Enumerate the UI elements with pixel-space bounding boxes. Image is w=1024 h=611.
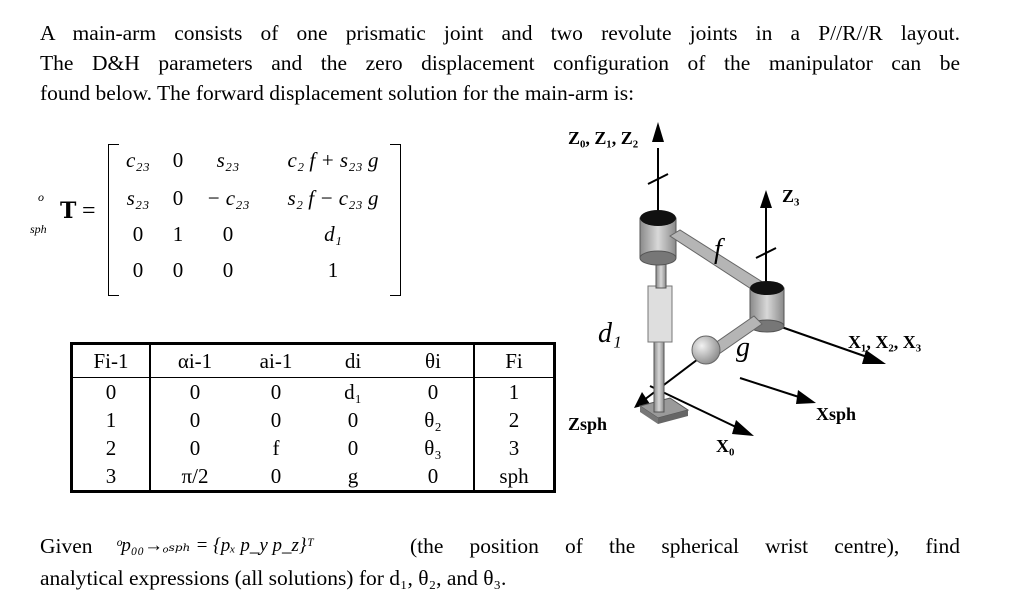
table-cell: g: [347, 463, 359, 488]
table-cell: θ₃: [393, 434, 474, 462]
table-cell: 1: [72, 406, 151, 434]
table-cell: 0: [270, 463, 282, 488]
intro-line-2: The D&H parameters and the zero displacement configuration of the manipulator can be: [40, 51, 960, 75]
matrix-cell: 0: [172, 258, 184, 282]
table-cell: 0: [270, 407, 282, 432]
matrix-cell: 1: [172, 222, 184, 246]
table-row: [72, 378, 555, 407]
table-cell: π/2: [181, 463, 209, 488]
given-text-1: (the position of the spherical wrist centre), find: [410, 534, 960, 558]
wrist-position-expression: ᵒp₀₀→ₒₛₚₕ = {pₓ p_y p_z}ᵀ: [116, 535, 314, 556]
table-cell: 0: [189, 435, 201, 460]
label-z3: Z₃: [782, 186, 800, 206]
dh-parameter-table: [70, 342, 556, 493]
table-cell: f: [272, 435, 280, 460]
matrix-cell: d₁: [324, 222, 342, 246]
table-cell: 2: [508, 407, 520, 432]
table-cell: 0: [270, 379, 282, 404]
table-cell: 0: [347, 435, 359, 460]
matrix-cell: s₂ f − c₂₃ g: [287, 186, 379, 210]
table-cell: 0: [72, 378, 151, 407]
problem-intro: [40, 18, 960, 108]
label-zsph: Zsph: [568, 414, 608, 434]
column-header: Fi: [474, 344, 555, 378]
intro-line-1: A main-arm consists of one prismatic joint and two revolute joints in a P//R//R layout.: [40, 21, 960, 45]
table-cell: d₁: [344, 379, 362, 404]
table-cell: 2: [72, 434, 151, 462]
label-d1: d₁: [598, 318, 622, 349]
transform-superscript: o: [38, 190, 44, 204]
matrix-cell: 0: [132, 222, 144, 246]
matrix-cell: 0: [222, 258, 234, 282]
table-cell: 0: [189, 407, 201, 432]
column-header: Fi-1: [72, 344, 151, 378]
matrix-cell: 0: [172, 148, 184, 172]
label-xsph: Xsph: [816, 404, 857, 424]
label-z0-z1-z2: Z₀, Z₁, Z₂: [568, 128, 639, 148]
table-cell: 1: [508, 379, 520, 404]
table-header-row: [72, 344, 555, 378]
matrix-cell: s₂₃: [126, 186, 150, 210]
table-cell: 0: [347, 407, 359, 432]
column-header: θi: [393, 344, 474, 378]
matrix-cell: − c₂₃: [206, 186, 250, 210]
table-row: [72, 406, 555, 434]
intro-line-3: found below. The forward displacement solution for the main-arm is:: [40, 81, 635, 105]
column-header: ai-1: [239, 344, 313, 378]
matrix-cell: 0: [172, 186, 184, 210]
column-header: di: [313, 344, 393, 378]
transform-subscript: sph: [30, 222, 47, 236]
transform-symbol: T: [60, 198, 77, 224]
table-row: [72, 434, 555, 462]
table-cell: 3: [72, 462, 151, 492]
matrix-cell: s₂₃: [216, 148, 240, 172]
matrix-cell: 1: [327, 258, 339, 282]
equals-sign: =: [82, 198, 96, 224]
given-statement: [40, 530, 960, 594]
table-cell: 0: [189, 379, 201, 404]
matrix-cell: 0: [132, 258, 144, 282]
table-cell: 0: [393, 378, 474, 407]
label-g: g: [736, 332, 750, 363]
table-cell: θ₂: [393, 406, 474, 434]
given-text-2: analytical expressions (all solutions) for d₁, θ₂, and θ₃.: [40, 566, 507, 590]
label-x1-x2-x3: X₁, X₂, X₃: [848, 332, 922, 352]
table-cell: 3: [508, 435, 520, 460]
forward-displacement-equation: [28, 140, 408, 300]
table-cell: sph: [499, 463, 529, 488]
given-word: Given: [40, 534, 93, 558]
matrix-cell: c₂₃: [126, 148, 150, 172]
table-cell: 0: [393, 462, 474, 492]
label-f: f: [714, 234, 722, 265]
label-x0: X₀: [716, 436, 735, 456]
column-header: αi-1: [150, 344, 239, 378]
manipulator-diagram: [540, 118, 960, 478]
matrix-cell: c₂ f + s₂₃ g: [287, 148, 379, 172]
matrix-cell: 0: [222, 222, 234, 246]
table-row: [72, 462, 555, 492]
